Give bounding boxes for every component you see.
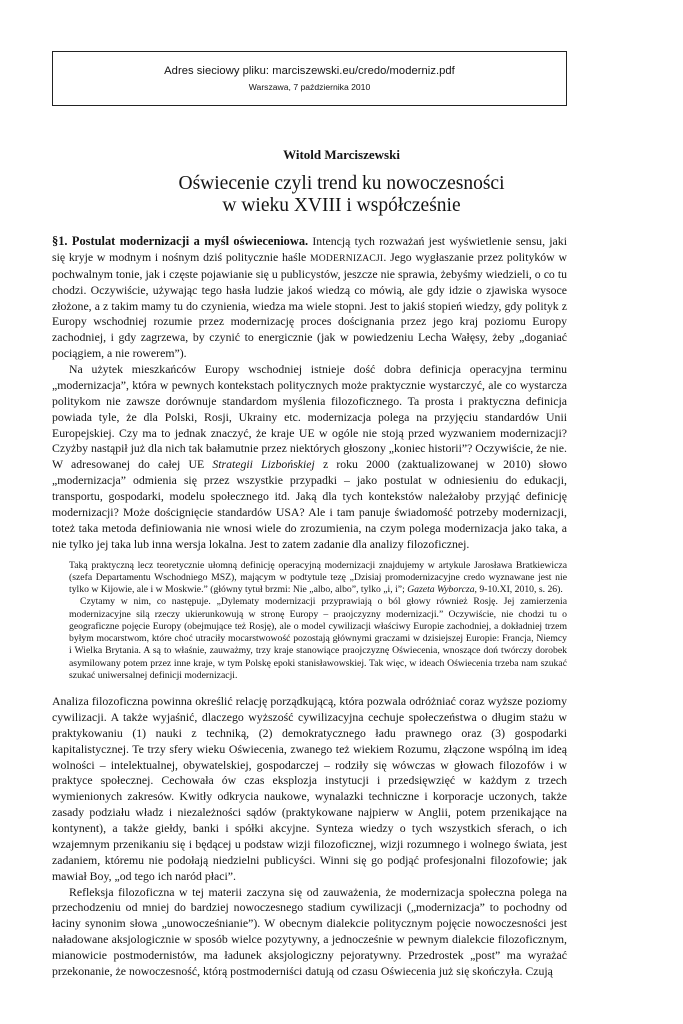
quote-paragraph-2: Czytamy w nim, co następuje. „Dylematy modernizacji przyprawiają o ból głowy również Rosję. Jej zamierzenia modernizacyjne silą rzeczy ukierunkowują w stronę Europy – praojczyzny modernizacji.” Oczywiście, nie chodzi tu o geograficzne pojęcie Europy (obejmujące też Rosję), ale o model cywilizacji właściwy Europie zachodniej, a dokładniej trzem byłym mocarstwom, które choć utraciły mocarstwowość pozostają głównymi graczami w dzisiejszej Europie: Francja, Niemcy i Wielka Brytania. A są to właśnie, zauważmy, trzy kraje stanowiące praojczyznę Oświecenia, wnoszące doń twórczy dorobek asymilowany potem przez inne kraje, w tym Polskę epoki stanisławowskiej. Tak więc, w ideach Oświecenia trzeba nam szukać szukać uniwersalnej definicji modernizacji.	[69, 596, 567, 681]
file-address-line: Adres sieciowy pliku: marciszewski.eu/credo/moderniz.pdf	[164, 65, 455, 77]
title-line-2: w wieku XVIII i współcześnie	[222, 195, 461, 216]
strategy-title: Strategii Lizbońskiej	[212, 457, 315, 472]
paragraph-1-text-b: . Jego wygłaszanie przez polityków w pochwalnym tonie, jak i częste pojawianie się u publicystów, jeszcze nie sprawia, żebyśmy wiedzieli, o co tu chodzi. Oczywiście, używając tego hasła ludzie jakoś wiedzą co mówią, ale gdy idzie o zjawiska wysoce złożone, a z takim mamy tu do czynienia, wiedza ma wiele stopni. Jest to jakiś stopień wiedzy, gdy polityk z Europy wschodniej rozumie przez modernizację proces doścignania przez jego kraj poziomu Europy zachodniej, i gdy zagrzewa, by czynić to energicznie (jak w powiedzeniu Lecha Wałęsy, żeby „doganiać pociągiem, a nie rowerem”).	[52, 249, 567, 361]
author-name: Witold Marciszewski	[283, 147, 400, 162]
paragraph-2-text-b: z roku 2000 (zaktualizowanej w 2010) słowo „modernizacja” odmienia się przez wszystkie przypadki – jako postulat w odniesieniu do edukacji, transportu, gospodarki, modelu społecznego itd. Jaką dla tych kontekstów należałoby przyjąć definicję modernizacji? Może doścignięcie standardów USA? Ale i tam panuje świadomość potrzeby modernizacji, toteż taka metoda definiowania nie wnosi wiele do zrozumienia, na czym polega modernizacja jako taka, a nie tylko jej taka lub inna wersja lokalna. Jest to zatem zadanie dla analizy filozoficznej.	[52, 457, 567, 551]
title-line-1: Oświecenie czyli trend ku nowoczesności	[178, 173, 505, 194]
main-text	[52, 234, 567, 980]
quote-1-text-b: , 9-10.XI, 2010, s. 26).	[474, 584, 563, 595]
quotation-block	[69, 560, 567, 683]
document-title	[0, 173, 683, 217]
quote-paragraph-1	[69, 560, 567, 597]
newspaper-title: Gazeta Wyborcza	[407, 584, 475, 595]
paragraph-1	[52, 234, 567, 362]
paragraph-4: Refleksja filozoficzna w tej materii zaczyna się od zauważenia, że modernizacja społeczna polega na przechodzeniu od mniej do bardziej nowoczesnego stadium cywilizacji („modernizacja” to pochodny od łaciny synonim słowa „unowocześnianie”). W obecnym dialekcie politycznym pojęcie nowoczesności jest naładowane aksjologicznie w sposób wielce pozytywny, a jednocześnie w pewnym dialekcie filozoficznym, mianowicie postmodernistów, ma ładunek aksjologiczny pejoratywny. Przedrostek „post” ma wyrażać przekonanie, że nowoczesność, którą postmoderniści datują od czasu Oświecenia już się skończyła. Czują	[52, 884, 567, 978]
document-header-box	[52, 51, 567, 106]
section-heading: §1. Postulat modernizacji a myśl oświeceniowa.	[52, 234, 309, 248]
paragraph-2-text-a: Na użytek mieszkańców Europy wschodniej istnieje dość dobra definicja operacyjna terminu „modernizacja”, która w pewnych kontekstach politycznych może praktycznie wystarczyć, ale co wystarcza politykom nie zawsze dorównuje standardom myślenia filozoficznego. Ta prosta i praktyczna definicja powiada tyle, że dla Polski, Rosji, Ukrainy etc. modernizacja polega na przyjęciu standardów Unii Europejskiej. Czy ma to jednak znaczyć, że kraje UE w ogóle nie stoją przed wyzwaniem modernizacji? Czyżby nastąpił już dla nich tak bałamutnie przez niektórych głoszony „koniec historii”? Oczywiście, że nie. W adresowanej do całej UE	[52, 362, 567, 472]
paragraph-3: Analiza filozoficzna powinna określić relację porządkującą, która pozwala odróżniać coraz wyższe poziomy cywilizacji. A także wyjaśnić, dlaczego wyższość cywilizacyjna cechuje społeczeństwa o długim stażu w praktykowaniu (1) nauki z techniką, (2) demokratycznego ładu prawnego oraz (3) gospodarki kapitalistycznej. Te trzy sfery wieku Oświecenia, zwanego też wiekiem Rozumu, złączone wspólną im ideą wolności – intelektualnej, obywatelskiej, gospodarczej – rodziły się wówczas w głowach filozofów i w praktyce społecznej. Cechowała ów czas eksplozja instytucji i przedsięwzięć w każdym z trzech wymienionych zakresów. Kwitły odkrycia naukowe, wynalazki techniczne i korporacje uczonych, także zasady podziału władz i niezależności sądów (praktykowane najpierw w Anglii, potem przenikające na kontynent), a także giełdy, banki i spółki akcyjne. Synteza wiedzy o tych wszystkich sferach, o ich wzajemnym przenikaniu się i będącej u podstaw wizji filozoficznej, wizji rozumnego i wolnego świata, jest zadaniem, któremu nie podołają niedzielni publicyści. Winni się go podjąć profesjonalni filozofowie; jak mawiał Boy, „od tego ich naród płaci”.	[52, 694, 567, 883]
modernizacja-keyword: MODERNIZACJI	[310, 252, 384, 264]
paragraph-1-text-a: Intencją tych rozważań jest wyświetlenie sensu, jaki się kryje w modnym i nośnym dziś politycznie haśle	[52, 234, 567, 264]
quote-1-text-a: Taką praktyczną lecz teoretycznie ułomną definicję operacyjną modernizacji znajdujemy w artykule Jarosława Bratkiewicza (szefa Departamentu Wschodniego MSZ), mającym w podtytule tezę „Dzisiaj promodernizacyjne credo wyznawane jest nie tylko w Kijowie, ale i w Moskwie.” (główny tytuł brzmi: Nie „albo, albo”, tylko „i, i”;	[69, 559, 567, 595]
paragraph-2	[52, 362, 567, 553]
date-line: Warszawa, 7 października 2010	[248, 82, 371, 92]
